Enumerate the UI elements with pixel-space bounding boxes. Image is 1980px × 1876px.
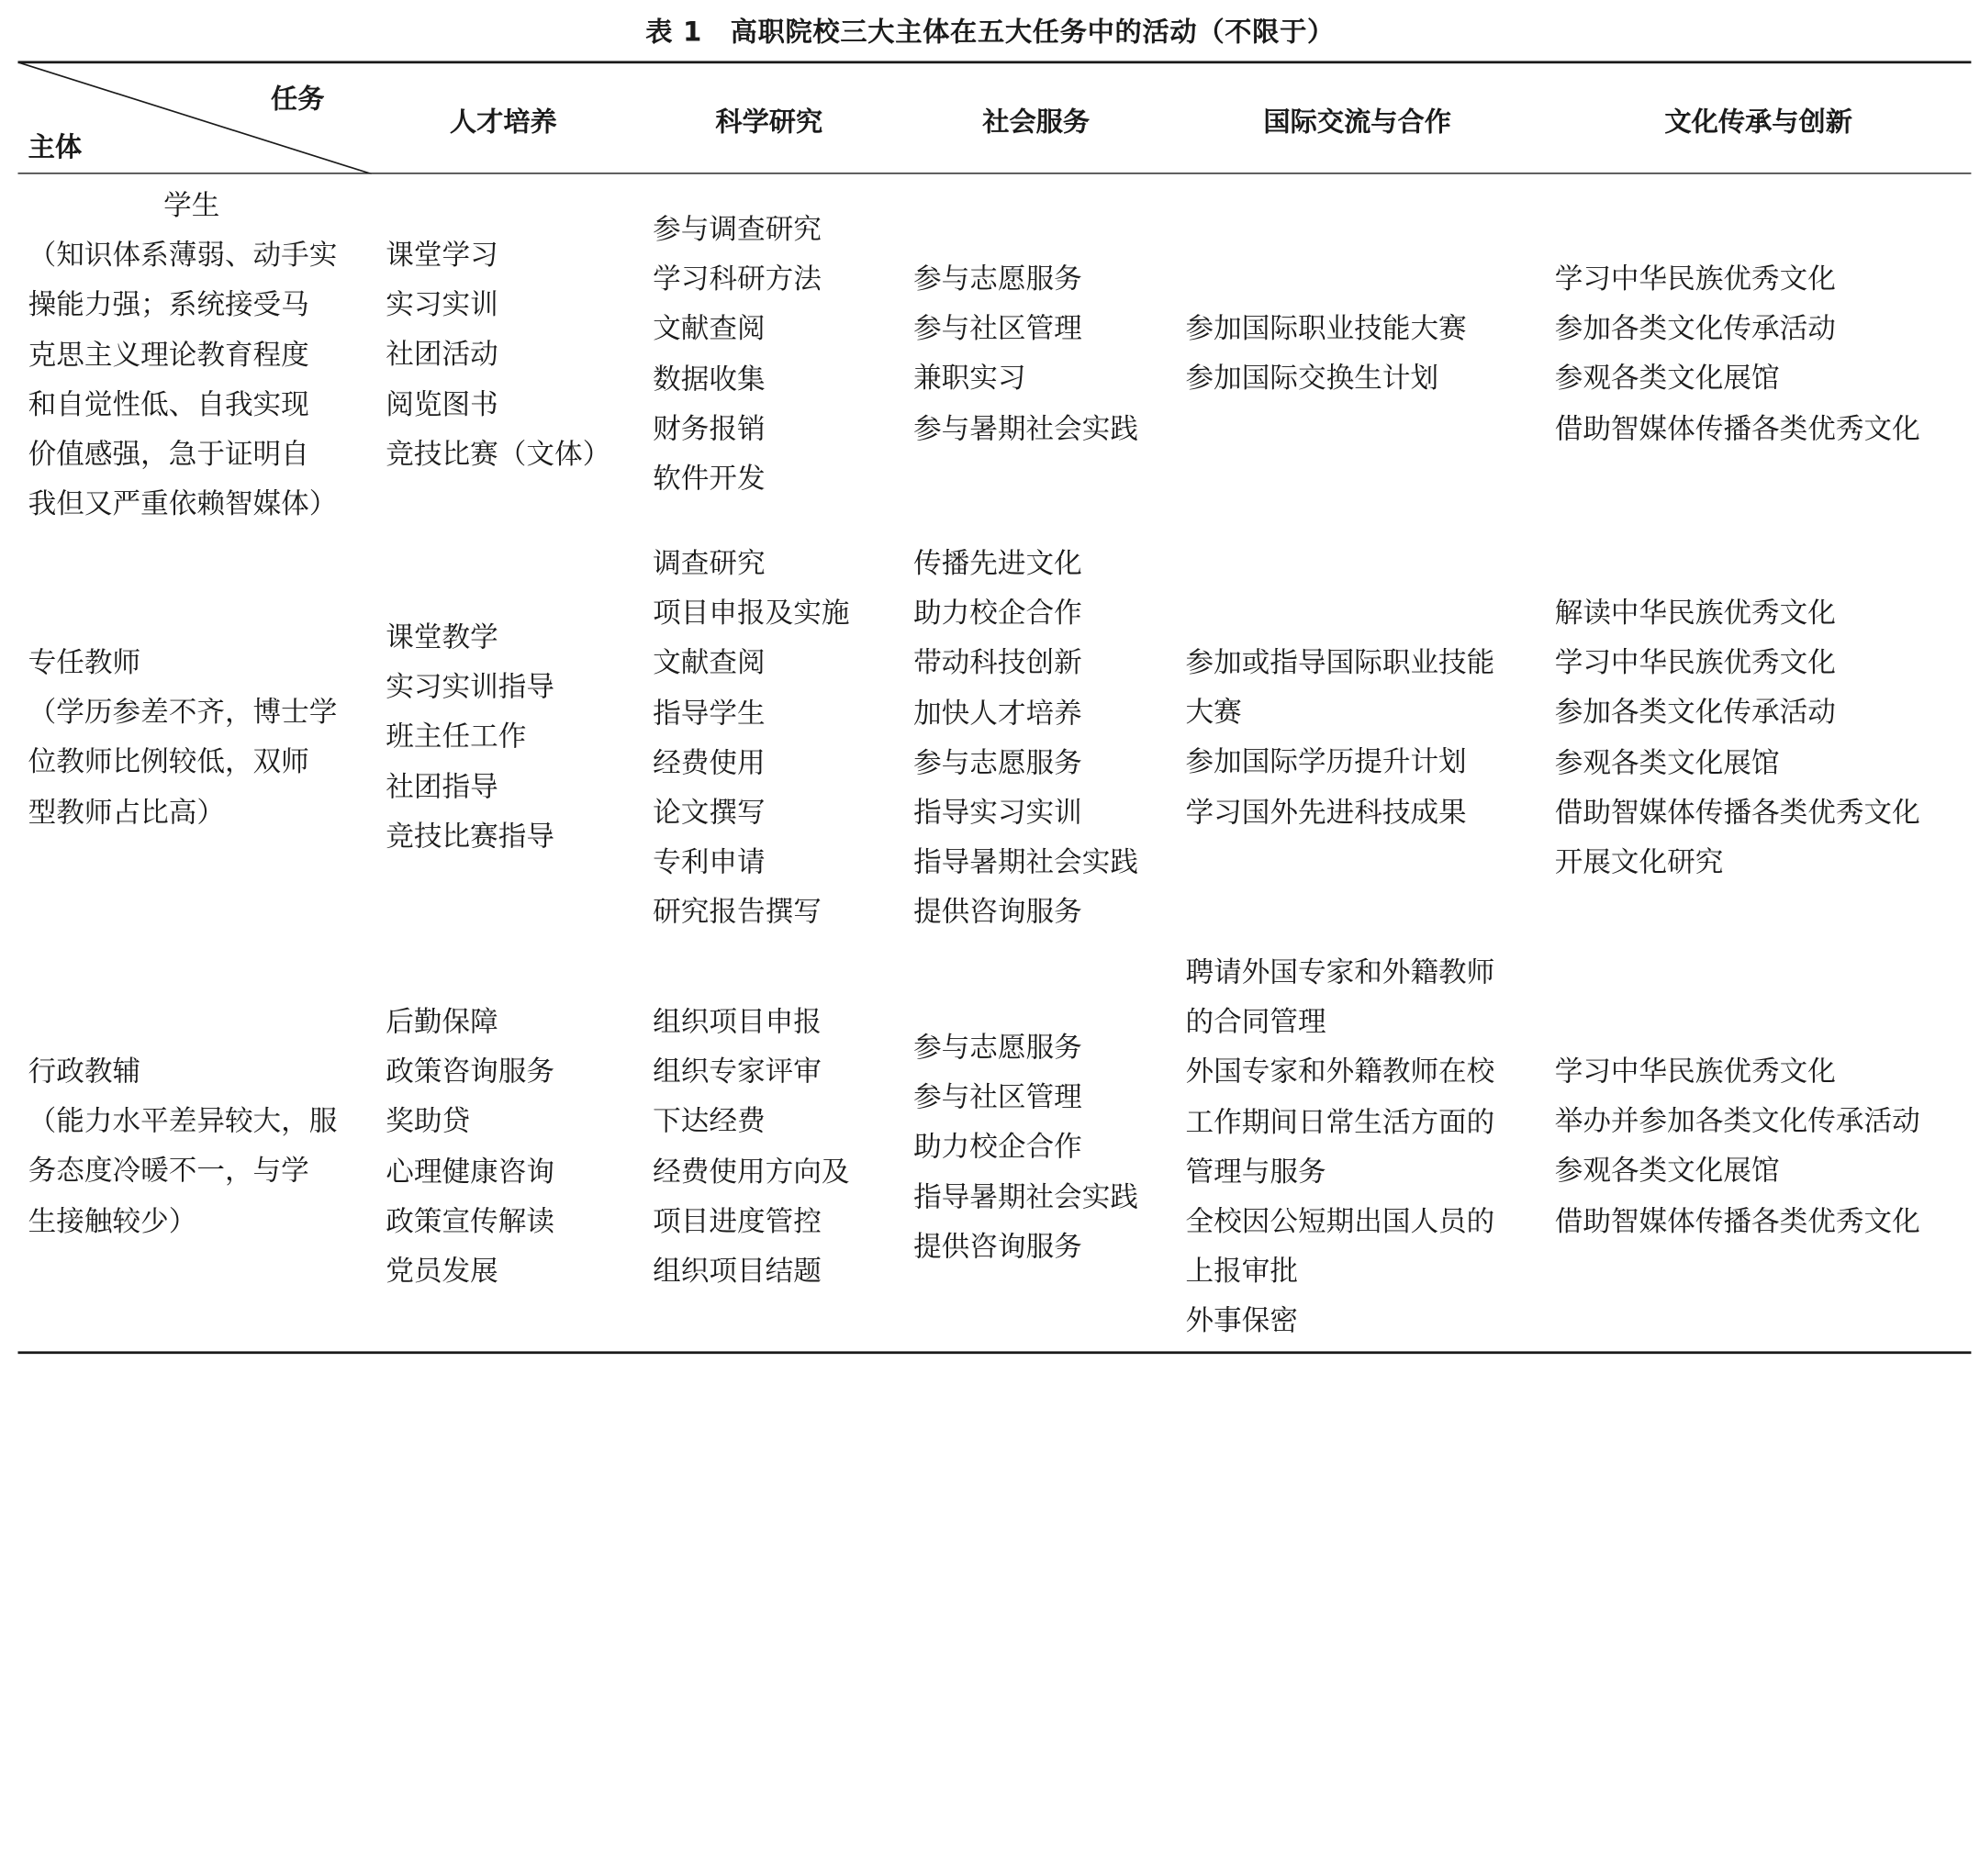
corner-header-task: 任务 bbox=[271, 84, 325, 115]
cell-line: 参加国际职业技能大赛 bbox=[1185, 313, 1467, 346]
subject-description bbox=[28, 1098, 371, 1247]
cell-line: 数据收集 bbox=[653, 363, 766, 396]
cell-line: 项目申报及实施 bbox=[653, 598, 850, 631]
cell-line: 外事保密 bbox=[1185, 1306, 1298, 1338]
table-cell bbox=[653, 540, 849, 938]
cell-line: 借助智媒体传播各类优秀文化 bbox=[1554, 797, 1920, 830]
cell-line: 学习中华民族优秀文化 bbox=[1554, 1056, 1836, 1089]
cell-line: 指导暑期社会实践 bbox=[913, 1181, 1139, 1214]
column-header-international-exchange: 国际交流与合作 bbox=[1263, 106, 1451, 138]
table-cell bbox=[1555, 1048, 1920, 1247]
cell-line: 组织专家评审 bbox=[653, 1056, 822, 1089]
cell-line: 参与志愿服务 bbox=[913, 747, 1082, 780]
description-line: （能力水平差异较大，服 bbox=[28, 1106, 338, 1139]
cell-line: 论文撰写 bbox=[653, 798, 766, 830]
description-line: 我但又严重依赖智媒体） bbox=[28, 489, 338, 521]
table-title: 高职院校三大主体在五大任务中的活动（不限于） bbox=[730, 16, 1335, 48]
subject-name: 行政教辅 bbox=[28, 1056, 141, 1089]
cell-line: 软件开发 bbox=[653, 463, 766, 496]
subject-name: 学生 bbox=[163, 190, 220, 223]
cell-line: 实习实训指导 bbox=[386, 672, 555, 704]
row-subject-cell bbox=[28, 1048, 371, 1247]
subject-description bbox=[28, 688, 371, 838]
cell-line: 提供咨询服务 bbox=[913, 1232, 1082, 1264]
cell-line: 参加国际交换生计划 bbox=[1185, 363, 1439, 396]
cell-line: 参观各类文化展馆 bbox=[1554, 363, 1780, 396]
cell-line: 组织项目结题 bbox=[653, 1256, 822, 1289]
cell-line: 参加各类文化传承活动 bbox=[1554, 698, 1836, 730]
cell-line: 参与志愿服务 bbox=[913, 263, 1082, 296]
cell-line: 参与社区管理 bbox=[913, 1082, 1082, 1114]
cell-line: 学习国外先进科技成果 bbox=[1185, 797, 1467, 830]
cell-line: 后勤保障 bbox=[386, 1007, 498, 1039]
cell-line: 解读中华民族优秀文化 bbox=[1554, 597, 1836, 631]
cell-line: 举办并参加各类文化传承活动 bbox=[1554, 1106, 1920, 1139]
cell-line: 奖助贷 bbox=[386, 1106, 471, 1139]
cell-line: 带动科技创新 bbox=[913, 648, 1082, 680]
cell-line: 指导暑期社会实践 bbox=[913, 847, 1139, 879]
row-subject-cell bbox=[28, 182, 371, 530]
cell-line: 全校因公短期出国人员的 bbox=[1185, 1206, 1495, 1239]
cell-line: 实习实训 bbox=[386, 289, 498, 322]
cell-line: 的合同管理 bbox=[1185, 1007, 1326, 1040]
column-header-culture-inheritance: 文化传承与创新 bbox=[1664, 106, 1852, 138]
cell-line: 社团活动 bbox=[386, 340, 498, 372]
cell-line: 党员发展 bbox=[386, 1256, 498, 1289]
cell-line: 班主任工作 bbox=[386, 721, 527, 754]
description-line: 克思主义理论教育程度 bbox=[28, 340, 309, 372]
table-cell bbox=[386, 613, 554, 862]
cell-line: 开展文化研究 bbox=[1554, 847, 1724, 879]
table-caption bbox=[0, 11, 1980, 50]
cell-line: 外国专家和外籍教师在校 bbox=[1185, 1056, 1495, 1089]
cell-line: 心理健康咨询 bbox=[386, 1156, 555, 1189]
cell-line: 阅览图书 bbox=[386, 389, 498, 421]
table-cell bbox=[386, 999, 554, 1297]
table-cell bbox=[913, 1023, 1138, 1272]
table-cell bbox=[653, 999, 849, 1297]
description-line: （学历参差不齐，博士学 bbox=[28, 697, 338, 730]
cell-line: 调查研究 bbox=[653, 548, 766, 581]
cell-line: 组织项目申报 bbox=[653, 1007, 822, 1039]
cell-line: 社团指导 bbox=[386, 771, 498, 804]
column-header-scientific-research: 科学研究 bbox=[715, 106, 823, 138]
bottom-rule bbox=[17, 1351, 1971, 1354]
cell-line: 参观各类文化展馆 bbox=[1554, 747, 1780, 780]
cell-line: 专利申请 bbox=[653, 847, 766, 879]
cell-line: 参加国际学历提升计划 bbox=[1185, 747, 1467, 779]
table-cell bbox=[1555, 255, 1920, 454]
cell-line: 政策咨询服务 bbox=[386, 1056, 555, 1089]
cell-line: 参加或指导国际职业技能 bbox=[1185, 647, 1495, 680]
cell-line: 文献查阅 bbox=[653, 648, 766, 680]
table-cell bbox=[1185, 639, 1494, 838]
cell-line: 经费使用 bbox=[653, 747, 766, 780]
cell-line: 指导学生 bbox=[653, 698, 766, 731]
cell-line: 文献查阅 bbox=[653, 314, 766, 346]
table-cell bbox=[386, 231, 610, 480]
cell-line: 上报审批 bbox=[1185, 1256, 1298, 1289]
description-line: 位教师比例较低，双师 bbox=[28, 747, 309, 779]
cell-line: 参与暑期社会实践 bbox=[913, 413, 1139, 446]
cell-line: 传播先进文化 bbox=[913, 548, 1082, 581]
description-line: 价值感强，急于证明自 bbox=[28, 439, 309, 472]
table-cell bbox=[913, 540, 1138, 938]
cell-line: 参与调查研究 bbox=[653, 214, 822, 247]
cell-line: 课堂教学 bbox=[386, 622, 498, 654]
cell-line: 工作期间日常生活方面的 bbox=[1185, 1107, 1495, 1139]
subject-name: 专任教师 bbox=[28, 647, 141, 680]
description-line: 和自觉性低、自我实现 bbox=[28, 389, 309, 422]
column-header-talent-training: 人才培养 bbox=[449, 106, 557, 138]
description-line: （知识体系薄弱、动手实 bbox=[28, 240, 338, 273]
description-line: 操能力强；系统接受马 bbox=[28, 290, 309, 322]
column-header-social-service: 社会服务 bbox=[982, 106, 1091, 138]
cell-line: 管理与服务 bbox=[1185, 1156, 1326, 1189]
description-line: 务态度冷暖不一，与学 bbox=[28, 1156, 309, 1189]
table-cell bbox=[1555, 589, 1920, 888]
cell-line: 学习科研方法 bbox=[653, 264, 822, 296]
cell-line: 财务报销 bbox=[653, 413, 766, 446]
cell-line: 加快人才培养 bbox=[913, 698, 1082, 731]
cell-line: 助力校企合作 bbox=[913, 1132, 1082, 1165]
cell-line: 下达经费 bbox=[653, 1106, 766, 1139]
cell-line: 学习中华民族优秀文化 bbox=[1554, 263, 1836, 296]
cell-line: 参与志愿服务 bbox=[913, 1033, 1082, 1065]
table-number: 表 1 bbox=[645, 16, 703, 48]
cell-line: 指导实习实训 bbox=[913, 798, 1082, 830]
cell-line: 项目进度管控 bbox=[653, 1206, 822, 1238]
cell-line: 经费使用方向及 bbox=[653, 1156, 850, 1189]
cell-line: 参与社区管理 bbox=[913, 314, 1082, 346]
cell-line: 政策宣传解读 bbox=[386, 1206, 555, 1238]
cell-line: 参观各类文化展馆 bbox=[1554, 1156, 1780, 1189]
cell-line: 借助智媒体传播各类优秀文化 bbox=[1554, 1206, 1920, 1238]
table-cell bbox=[1185, 305, 1466, 404]
description-line: 型教师占比高） bbox=[28, 797, 225, 830]
table-cell bbox=[913, 255, 1138, 454]
cell-line: 聘请外国专家和外籍教师 bbox=[1185, 957, 1495, 989]
table-cell bbox=[653, 206, 822, 504]
corner-header-subject: 主体 bbox=[28, 131, 83, 163]
cell-line: 竞技比赛（文体） bbox=[386, 439, 611, 472]
cell-line: 竞技比赛指导 bbox=[386, 821, 555, 854]
row-subject-cell bbox=[28, 639, 371, 838]
cell-line: 兼职实习 bbox=[913, 363, 1026, 396]
description-line: 生接触较少） bbox=[28, 1206, 197, 1238]
cell-line: 研究报告撰写 bbox=[653, 897, 822, 930]
table-cell bbox=[1185, 949, 1494, 1347]
cell-line: 课堂学习 bbox=[386, 240, 498, 273]
cell-line: 参加各类文化传承活动 bbox=[1554, 314, 1836, 346]
cell-line: 提供咨询服务 bbox=[913, 897, 1082, 930]
cell-line: 借助智媒体传播各类优秀文化 bbox=[1554, 413, 1920, 446]
subject-description bbox=[28, 231, 371, 530]
cell-line: 学习中华民族优秀文化 bbox=[1554, 648, 1836, 680]
cell-line: 助力校企合作 bbox=[913, 598, 1082, 631]
cell-line: 大赛 bbox=[1185, 697, 1242, 730]
